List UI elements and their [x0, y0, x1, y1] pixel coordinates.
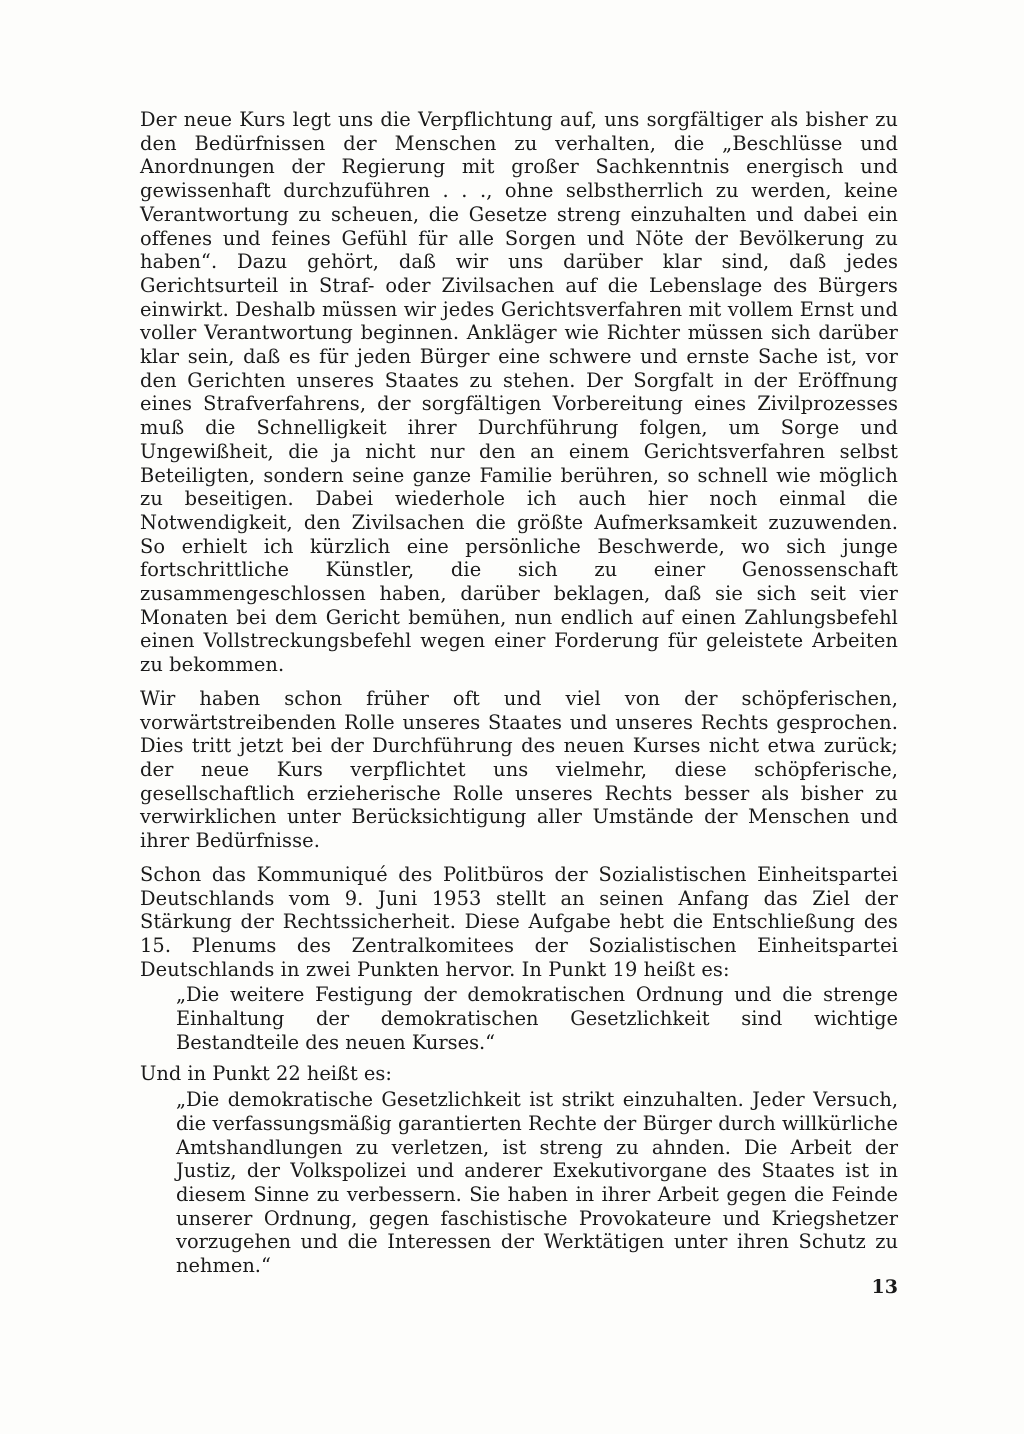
paragraph-1: Der neue Kurs legt uns die Verpflichtung auf, uns sorgfältiger als bisher zu den Bedürfnissen der Menschen zu verhalten, die „Beschlüsse und Anordnungen der Regierung mit großer Sachkenntnis energisch und gewissenhaft durchzuführen . . ., ohne selbstherrlich zu werden, keine Verantwortung zu scheuen, die Gesetze streng einzuhalten und dabei ein offenes und feines Gefühl für alle Sorgen und Nöte der Bevölkerung zu haben“. Dazu gehört, daß wir uns darüber klar sind, daß jedes Gerichtsurteil in Straf- oder Zivilsachen auf die Lebenslage des Bürgers einwirkt. Deshalb müssen wir jedes Gerichtsverfahren mit vollem Ernst und voller Verantwortung beginnen. Ankläger wie Richter müssen sich darüber klar sein, daß es für jeden Bürger eine schwere und ernste Sache ist, vor den Gerichten unseres Staates zu stehen. Der Sorgfalt in der Eröffnung eines Strafverfahrens, der sorgfältigen Vorbereitung eines Zivilprozesses muß die Schnelligkeit ihrer Durchführung folgen, um Sorge und Ungewißheit, die ja nicht nur den an einem Gerichtsverfahren selbst Beteiligten, sondern seine ganze Familie berühren, so schnell wie möglich zu beseitigen. Dabei wiederhole ich auch hier noch einmal die Notwendigkeit, den Zivilsachen die größte Aufmerksamkeit zuzuwenden. So erhielt ich kürzlich eine persönliche Beschwerde, wo sich junge fortschrittliche Künstler, die sich zu einer Genossenschaft zusammengeschlossen haben, darüber beklagen, daß sie sich seit vier Monaten bei dem Gericht bemühen, nun endlich auf einen Zahlungsbefehl einen Vollstreckungsbefehl wegen einer Forderung für geleistete Arbeiten zu bekommen.: [140, 108, 898, 677]
quote-punkt-22: „Die demokratische Gesetzlichkeit ist strikt einzuhalten. Jeder Versuch, die verfassungsmäßig garantierten Rechte der Bürger durch willkürliche Amtshandlungen zu verletzen, ist streng zu ahnden. Die Arbeit der Justiz, der Volkspolizei und anderer Exekutivorgane des Staates ist in diesem Sinne zu verbessern. Sie haben in ihrer Arbeit gegen die Feinde unserer Ordnung, gegen faschistische Provokateure und Kriegshetzer vorzugehen und die Interessen der Werktätigen unter ihren Schutz zu nehmen.“: [176, 1088, 898, 1278]
lead-punkt-22: Und in Punkt 22 heißt es:: [140, 1062, 392, 1086]
body-text: [140, 108, 898, 1278]
quote-punkt-19: „Die weitere Festigung der demokratischen Ordnung und die strenge Einhaltung der demokratischen Gesetzlichkeit sind wichtige Bestandteile des neuen Kurses.“: [176, 983, 898, 1054]
page-number: 13: [871, 1276, 898, 1298]
paragraph-2: Wir haben schon früher oft und viel von der schöpferischen, vorwärtstreibenden Rolle unseres Staates und unseres Rechts gesprochen. Dies tritt jetzt bei der Durchführung des neuen Kurses nicht etwa zurück; der neue Kurs verpflichtet uns vielmehr, diese schöpferische, gesellschaftlich erzieherische Rolle unseres Rechts besser als bisher zu verwirklichen unter Berücksichtigung aller Umstände der Menschen und ihrer Bedürfnisse.: [140, 686, 898, 853]
paragraph-3: Schon das Kommuniqué des Politbüros der Sozialistischen Einheitspartei Deutschlands vom 9. Juni 1953 stellt an seinen Anfang das Ziel der Stärkung der Rechtssicherheit. Diese Aufgabe hebt die Entschließung des 15. Plenums des Zentralkomitees der Sozialistischen Einheitspartei Deutschlands in zwei Punkten hervor. In Punkt 19 heißt es:: [140, 862, 898, 981]
